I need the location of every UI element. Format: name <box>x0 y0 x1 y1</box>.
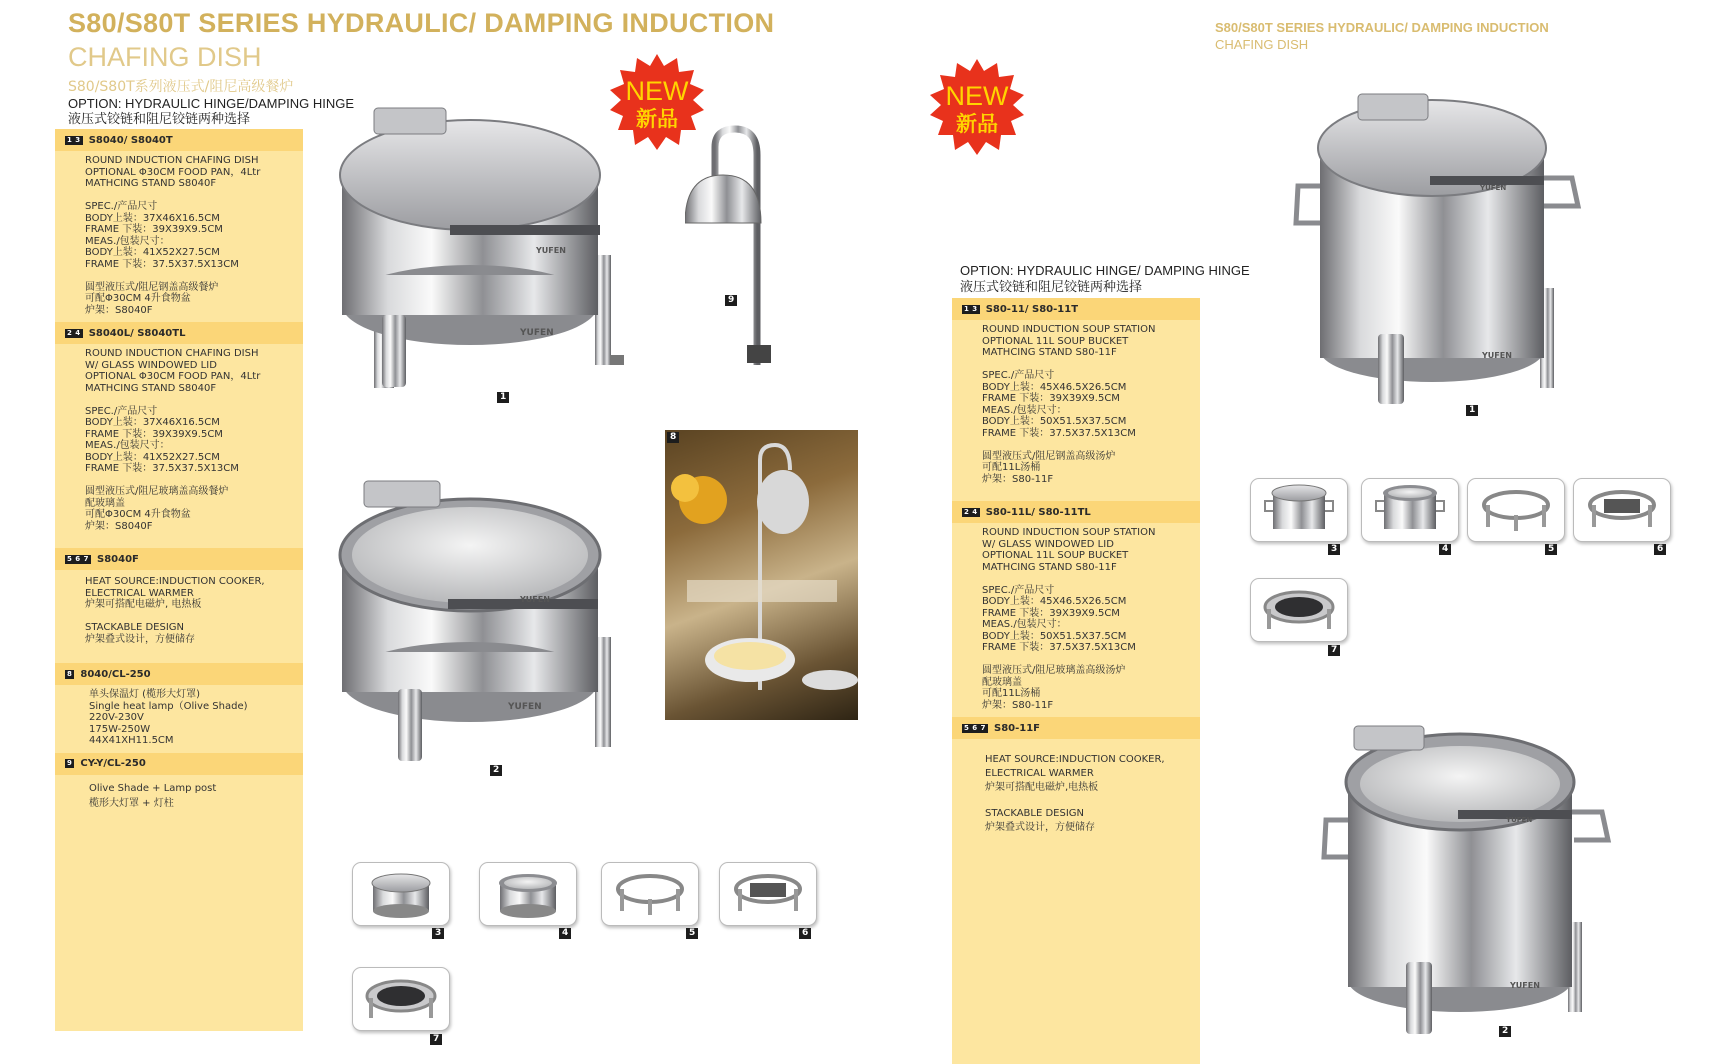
brand-mark: YUFEN <box>1506 816 1533 824</box>
spec-line: BODY上装：37X46X16.5CM <box>85 417 220 428</box>
section-header <box>55 663 303 685</box>
heat-lamp-buffet-photo <box>665 430 858 720</box>
spec-line: OPTIONAL Φ30CM FOOD PAN，4Ltr <box>85 166 261 178</box>
spec-line <box>982 439 1200 451</box>
section-code: 8040/CL-250 <box>80 668 151 680</box>
thumb-image <box>720 863 816 925</box>
right-option-cn: 液压式铰链和阻尼铰链两种选择 <box>960 279 1143 294</box>
section-header <box>952 501 1200 523</box>
soup-station-glass-lid-image <box>1318 722 1628 1042</box>
spec-line: ROUND INDUCTION CHAFING DISH <box>85 348 259 359</box>
spec-line: MEAS./包装尺寸： <box>982 404 1067 416</box>
section-header <box>55 129 303 151</box>
section-body <box>55 775 303 817</box>
spec-line: FRAME 下装：39X39X9.5CM <box>85 224 223 235</box>
section-header <box>55 753 303 775</box>
figure-number: 2 <box>490 765 502 776</box>
spec-line: 175W-250W <box>89 723 151 735</box>
spec-line: STACKABLE DESIGN <box>85 622 185 633</box>
left-option-en: OPTION: HYDRAULIC HINGE/DAMPING HINGE <box>68 96 355 111</box>
spec-line <box>85 611 303 623</box>
thumbnail-soup-stand-warmer[interactable] <box>1250 578 1348 642</box>
spec-line: 44X41XH11.5CM <box>89 735 174 746</box>
spec-line: FRAME 下装：37.5X37.5X13CM <box>85 258 239 270</box>
section-body <box>55 344 303 548</box>
spec-line: 可配Φ30CM 4升食物盆 <box>85 509 191 520</box>
spec-line: BODY上装：45X46.5X26.5CM <box>982 596 1127 607</box>
spec-line: OPTIONAL 11L SOUP BUCKET <box>982 550 1129 561</box>
spec-line: FRAME 下装：39X39X9.5CM <box>982 393 1120 404</box>
spec-line: STACKABLE DESIGN <box>985 807 1085 819</box>
left-title-line1: S80/S80T SERIES HYDRAULIC/ DAMPING INDUCTION <box>68 8 775 38</box>
thumbnail-stand[interactable] <box>601 862 699 926</box>
spec-line <box>982 573 1200 585</box>
section-tag: 2 4 <box>964 507 978 516</box>
section-tag: 5 6 7 <box>964 723 986 732</box>
brand-mark: YUFEN <box>536 246 566 255</box>
spec-line: BODY上装：50X51.5X37.5CM <box>982 630 1127 642</box>
spec-line: 可配Φ30CM 4升食物盆 <box>85 293 191 304</box>
spec-line: 榄形大灯罩 + 灯柱 <box>89 797 174 809</box>
spec-line: MEAS./包装尺寸： <box>982 619 1067 630</box>
thumb-image <box>1251 479 1347 541</box>
spec-line: BODY上装：37X46X16.5CM <box>85 212 220 224</box>
spec-line: W/ GLASS WINDOWED LID <box>85 359 217 371</box>
spec-line: 单头保温灯 (榄形大灯罩) <box>89 689 200 700</box>
spec-line: SPEC./产品尺寸 <box>85 201 158 212</box>
new-badge-cn: 新品 <box>956 112 998 136</box>
spec-line: MEAS./包装尺寸： <box>85 235 170 247</box>
figure-number: 1 <box>1466 405 1478 416</box>
left-option-cn: 液压式铰链和阻尼铰链两种选择 <box>68 111 251 126</box>
figure-number: 4 <box>1439 544 1451 555</box>
section-code: S8040L/ S8040TL <box>88 327 186 339</box>
spec-line <box>85 394 303 406</box>
spec-line: HEAT SOURCE:INDUCTION COOKER, <box>985 754 1165 765</box>
spec-line: SPEC./产品尺寸 <box>982 584 1055 596</box>
figure-number: 8 <box>667 432 679 443</box>
figure-number: 7 <box>430 1034 442 1045</box>
section-body <box>952 523 1200 717</box>
spec-line: W/ GLASS WINDOWED LID <box>982 538 1114 550</box>
spec-line: ROUND INDUCTION SOUP STATION <box>982 324 1156 335</box>
thumb-image <box>353 863 449 925</box>
spec-line: MEAS./包装尺寸： <box>85 440 170 451</box>
spec-line <box>85 190 303 202</box>
photo-scene <box>665 430 858 720</box>
thumb-image <box>1574 479 1670 541</box>
thumbnail-soup-stand-cooker[interactable] <box>1573 478 1671 542</box>
thumbnail-glass-lid[interactable] <box>479 862 577 926</box>
thumb-image <box>353 968 449 1030</box>
right-spec-panel <box>952 298 1200 1064</box>
figure-number: 3 <box>1328 544 1340 555</box>
left-title-cn: S80/S80T系列液压式/阻尼高级餐炉 <box>68 79 294 95</box>
section-header <box>55 548 303 570</box>
spec-line: OPTIONAL Φ30CM FOOD PAN，4Ltr <box>85 371 261 382</box>
spec-line <box>85 270 303 282</box>
section-header <box>952 717 1200 739</box>
thumbnail-steel-lid[interactable] <box>352 862 450 926</box>
new-badge-en: NEW <box>945 81 1009 111</box>
spec-line: 炉架叠式设计，方便储存 <box>85 633 195 645</box>
spec-line <box>85 475 303 487</box>
chafing-dish-steel-lid-image <box>330 105 630 395</box>
figure-number: 7 <box>1328 645 1340 656</box>
thumb-image <box>480 863 576 925</box>
right-header-line1: S80/S80T SERIES HYDRAULIC/ DAMPING INDUCTION <box>1215 20 1549 35</box>
new-badge <box>927 57 1027 157</box>
spec-line: FRAME 下装：37.5X37.5X13CM <box>982 642 1136 653</box>
new-badge-en: NEW <box>625 76 689 106</box>
new-badge-cn: 新品 <box>636 107 678 131</box>
thumb-image <box>1468 479 1564 541</box>
spec-line: FRAME 下装：39X39X9.5CM <box>982 607 1120 619</box>
section-tag: 5 6 7 <box>67 554 89 563</box>
spec-line: ROUND INDUCTION CHAFING DISH <box>85 155 259 166</box>
spec-line: BODY上装：45X46.5X26.5CM <box>982 381 1127 393</box>
spec-line: 配玻璃盖 <box>85 497 125 509</box>
spec-line: Single heat lamp（Olive Shade) <box>89 700 248 712</box>
figure-number: 5 <box>686 928 698 939</box>
section-header <box>952 298 1200 320</box>
thumb-image <box>1362 479 1458 541</box>
brand-mark: YUFEN <box>520 595 550 604</box>
spec-line: 圆型液压式/阻尼钢盖高级汤炉 <box>982 450 1116 462</box>
spec-line: 炉架：S80-11F <box>982 699 1054 711</box>
brand-mark: YUFEN <box>508 702 542 712</box>
brand-mark: YUFEN <box>1482 351 1512 360</box>
section-code: CY-Y/CL-250 <box>80 758 146 769</box>
spec-line: MATHCING STAND S80-11F <box>982 347 1117 358</box>
spec-line: HEAT SOURCE:INDUCTION COOKER, <box>85 576 265 587</box>
section-code: S80-11F <box>994 722 1041 734</box>
spec-line <box>985 795 1200 807</box>
spec-line: 炉架：S8040F <box>85 520 153 532</box>
spec-line: BODY上装：50X51.5X37.5CM <box>982 416 1127 427</box>
section-code: S8040/ S8040T <box>88 134 173 146</box>
figure-number: 5 <box>1545 544 1557 555</box>
section-tag: 8 <box>67 669 73 678</box>
spec-line: MATHCING STAND S8040F <box>85 178 217 189</box>
spec-line: FRAME 下装：39X39X9.5CM <box>85 428 223 440</box>
spec-line: MATHCING STAND S80-11F <box>982 561 1117 573</box>
spec-line: ELECTRICAL WARMER <box>985 768 1094 779</box>
section-body <box>952 320 1200 501</box>
brand-mark: YUFEN <box>520 328 554 338</box>
section-tag: 1 3 <box>67 135 81 144</box>
spec-line <box>982 654 1200 666</box>
section-body <box>55 570 303 663</box>
chafing-dish-glass-lid-image <box>330 477 630 767</box>
left-title-line2: CHAFING DISH <box>68 42 262 72</box>
spec-line: 圆型液压式/阻尼玻璃盖高级汤炉 <box>982 665 1126 676</box>
thumbnail-soup-glass-lid[interactable] <box>1361 478 1459 542</box>
figure-number: 3 <box>432 928 444 939</box>
section-header <box>55 322 303 344</box>
section-tag: 2 4 <box>67 328 81 337</box>
figure-number: 9 <box>725 295 737 306</box>
brand-mark: YUFEN <box>1510 981 1540 990</box>
figure-number: 2 <box>1499 1026 1511 1037</box>
figure-number: 1 <box>497 392 509 403</box>
spec-line: MATHCING STAND S8040F <box>85 382 217 394</box>
thumbnail-stand-cooker[interactable] <box>719 862 817 926</box>
spec-line: 炉架叠式设计，方便储存 <box>985 821 1095 833</box>
figure-number: 4 <box>559 928 571 939</box>
spec-line: 可配11L汤桶 <box>982 688 1041 699</box>
soup-station-steel-lid-image <box>1290 88 1600 408</box>
figure-number: 6 <box>799 928 811 939</box>
spec-line: Olive Shade + Lamp post <box>89 782 217 794</box>
thumb-image <box>602 863 698 925</box>
spec-line: SPEC./产品尺寸 <box>982 370 1055 381</box>
spec-line: 炉架可搭配电磁炉, 电热板 <box>85 599 202 610</box>
section-body <box>55 151 303 322</box>
heat-lamp-post-image <box>685 125 795 375</box>
section-body <box>952 739 1200 841</box>
spec-line: 圆型液压式/阻尼钢盖高级餐炉 <box>85 281 219 293</box>
spec-line: 配玻璃盖 <box>982 676 1022 688</box>
spec-line: 炉架：S80-11F <box>982 473 1054 485</box>
spec-line: 圆型液压式/阻尼玻璃盖高级餐炉 <box>85 486 229 497</box>
spec-line: ELECTRICAL WARMER <box>85 587 194 599</box>
spec-line: FRAME 下装：37.5X37.5X13CM <box>982 427 1136 439</box>
spec-line: BODY上装：41X52X27.5CM <box>85 451 220 463</box>
right-header-line2: CHAFING DISH <box>1215 37 1309 52</box>
figure-number: 6 <box>1654 544 1666 555</box>
thumbnail-stand-warmer[interactable] <box>352 967 450 1031</box>
spec-line: 炉架：S8040F <box>85 304 153 316</box>
thumb-image <box>1251 579 1347 641</box>
section-code: S80-11L/ S80-11TL <box>985 506 1091 518</box>
brand-mark: YUFEN <box>1480 184 1507 192</box>
section-tag: 9 <box>67 759 73 767</box>
spec-line: BODY上装：41X52X27.5CM <box>85 247 220 258</box>
spec-line: 220V-230V <box>89 712 144 723</box>
spec-line: 炉架可搭配电磁炉,电热板 <box>985 782 1099 793</box>
section-body <box>55 685 303 753</box>
section-code: S80-11/ S80-11T <box>985 303 1079 315</box>
spec-line: SPEC./产品尺寸 <box>85 405 158 417</box>
spec-line: OPTIONAL 11L SOUP BUCKET <box>982 335 1129 347</box>
section-tag: 1 3 <box>964 304 978 313</box>
thumbnail-soup-stand[interactable] <box>1467 478 1565 542</box>
thumbnail-soup-steel-lid[interactable] <box>1250 478 1348 542</box>
spec-line: 可配11L汤桶 <box>982 462 1041 473</box>
right-option-en: OPTION: HYDRAULIC HINGE/ DAMPING HINGE <box>960 263 1250 278</box>
spec-line: ROUND INDUCTION SOUP STATION <box>982 527 1156 538</box>
spec-line: FRAME 下装：37.5X37.5X13CM <box>85 463 239 474</box>
left-spec-panel <box>55 129 303 1031</box>
section-code: S8040F <box>97 553 139 565</box>
spec-line <box>982 359 1200 371</box>
